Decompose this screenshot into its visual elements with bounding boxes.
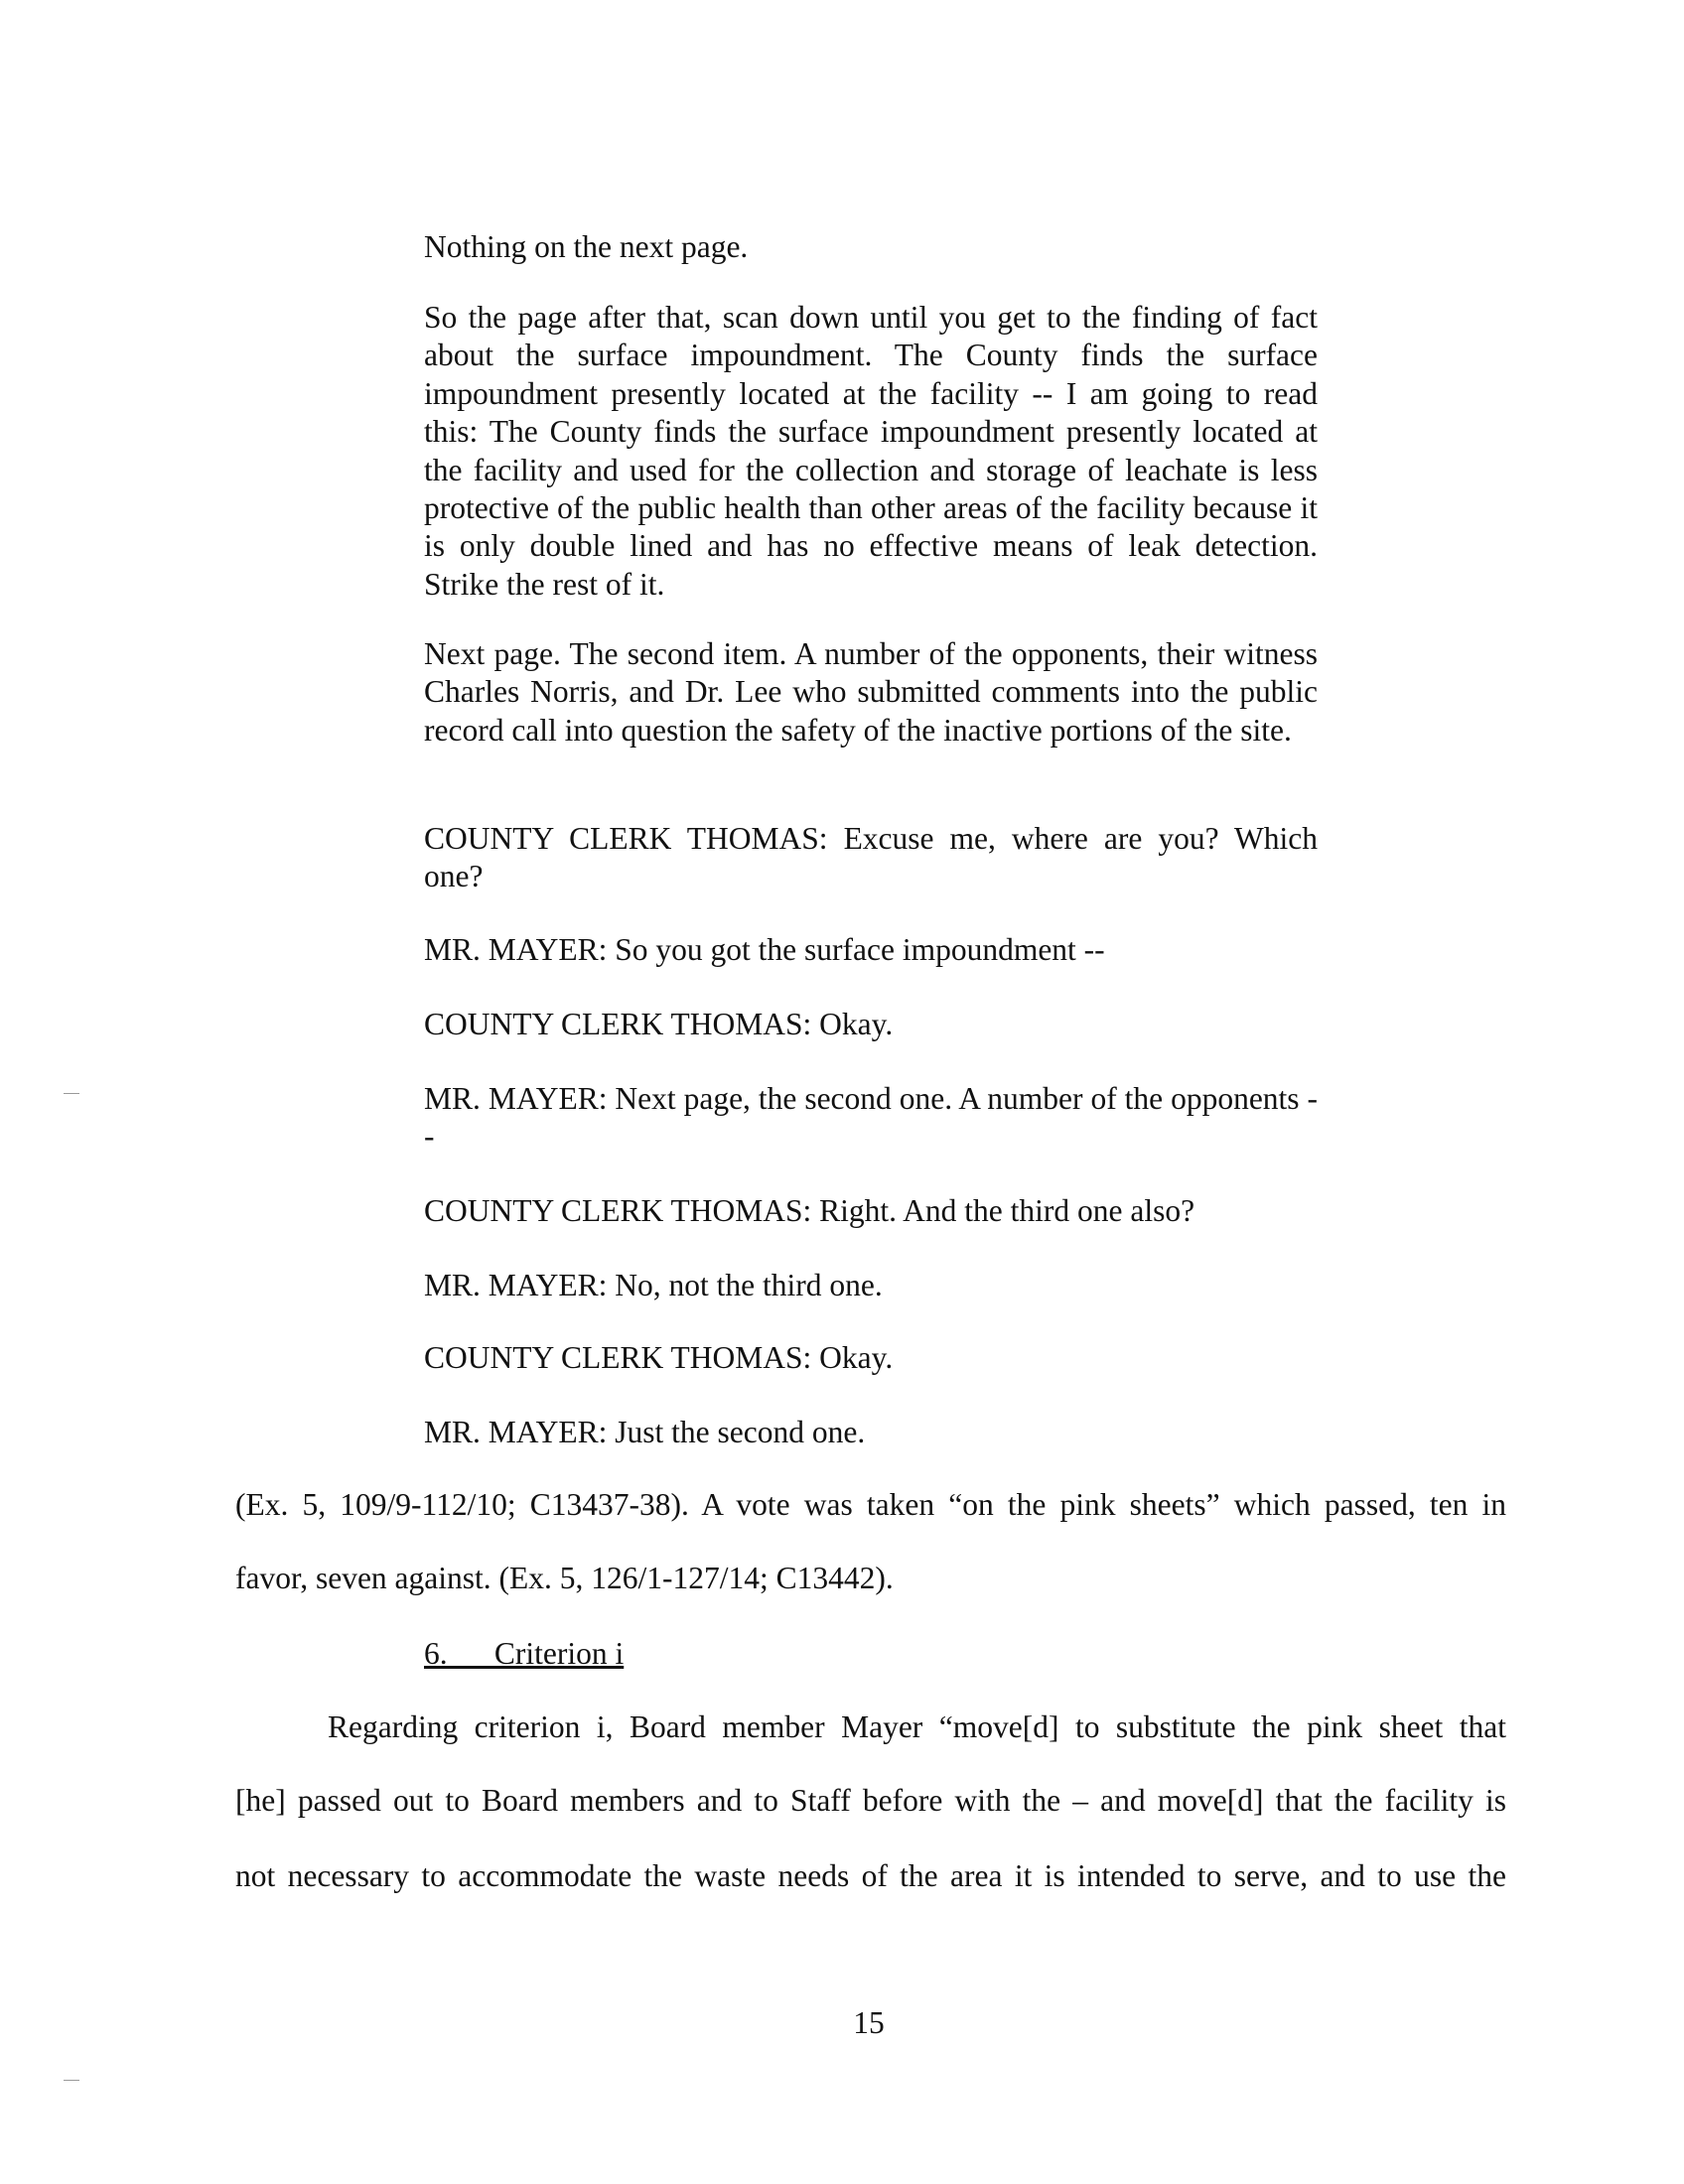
margin-mark bbox=[64, 2080, 79, 2081]
transcript-paragraph: COUNTY CLERK THOMAS: Right. And the third one also? bbox=[424, 1193, 1195, 1228]
body-text-line: Regarding criterion i, Board member Mayer “move[d] to substitute the pink sheet that bbox=[328, 1709, 1506, 1744]
transcript-paragraph: MR. MAYER: No, not the third one. bbox=[424, 1268, 883, 1302]
transcript-paragraph: Nothing on the next page. bbox=[424, 229, 749, 264]
transcript-paragraph: COUNTY CLERK THOMAS: Okay. bbox=[424, 1340, 894, 1375]
margin-mark bbox=[64, 1093, 79, 1094]
transcript-paragraph: MR. MAYER: Next page, the second one. A number of the opponents -- bbox=[424, 1081, 1318, 1155]
body-text-line: [he] passed out to Board members and to Staff before with the – and move[d] that the facility is bbox=[235, 1783, 1506, 1818]
transcript-paragraph: So the page after that, scan down until you get to the finding of fact about the surface impoundment. The County finds the surface impoundment presently located at the facility -- I am going to read this: The County finds the surface impoundment presently located at the facility and used for the collection and storage of leachate is less protective of the public health than other areas of the facility because it is only double lined and has no effective means of leak detection. Strike the rest of it. bbox=[424, 300, 1318, 602]
body-text-line: favor, seven against. (Ex. 5, 126/1-127/14; C13442). bbox=[235, 1561, 894, 1595]
transcript-paragraph: COUNTY CLERK THOMAS: Okay. bbox=[424, 1007, 894, 1041]
page-number: 15 bbox=[853, 2005, 885, 2040]
transcript-paragraph: MR. MAYER: Just the second one. bbox=[424, 1415, 866, 1449]
transcript-paragraph: COUNTY CLERK THOMAS: Excuse me, where are you? Which one? bbox=[424, 821, 1318, 894]
section-heading: 6. Criterion i bbox=[424, 1636, 625, 1671]
body-text-line: (Ex. 5, 109/9-112/10; C13437-38). A vote was taken “on the pink sheets” which passed, ten in bbox=[235, 1487, 1506, 1522]
transcript-paragraph: Next page. The second item. A number of the opponents, their witness Charles Norris, and Dr. Lee who submitted comments into the public record call into question the safety of the inactive portions of the site. bbox=[424, 636, 1318, 748]
transcript-paragraph: MR. MAYER: So you got the surface impoundment -- bbox=[424, 932, 1105, 967]
body-text-line: not necessary to accommodate the waste needs of the area it is intended to serve, and to use the bbox=[235, 1858, 1506, 1893]
